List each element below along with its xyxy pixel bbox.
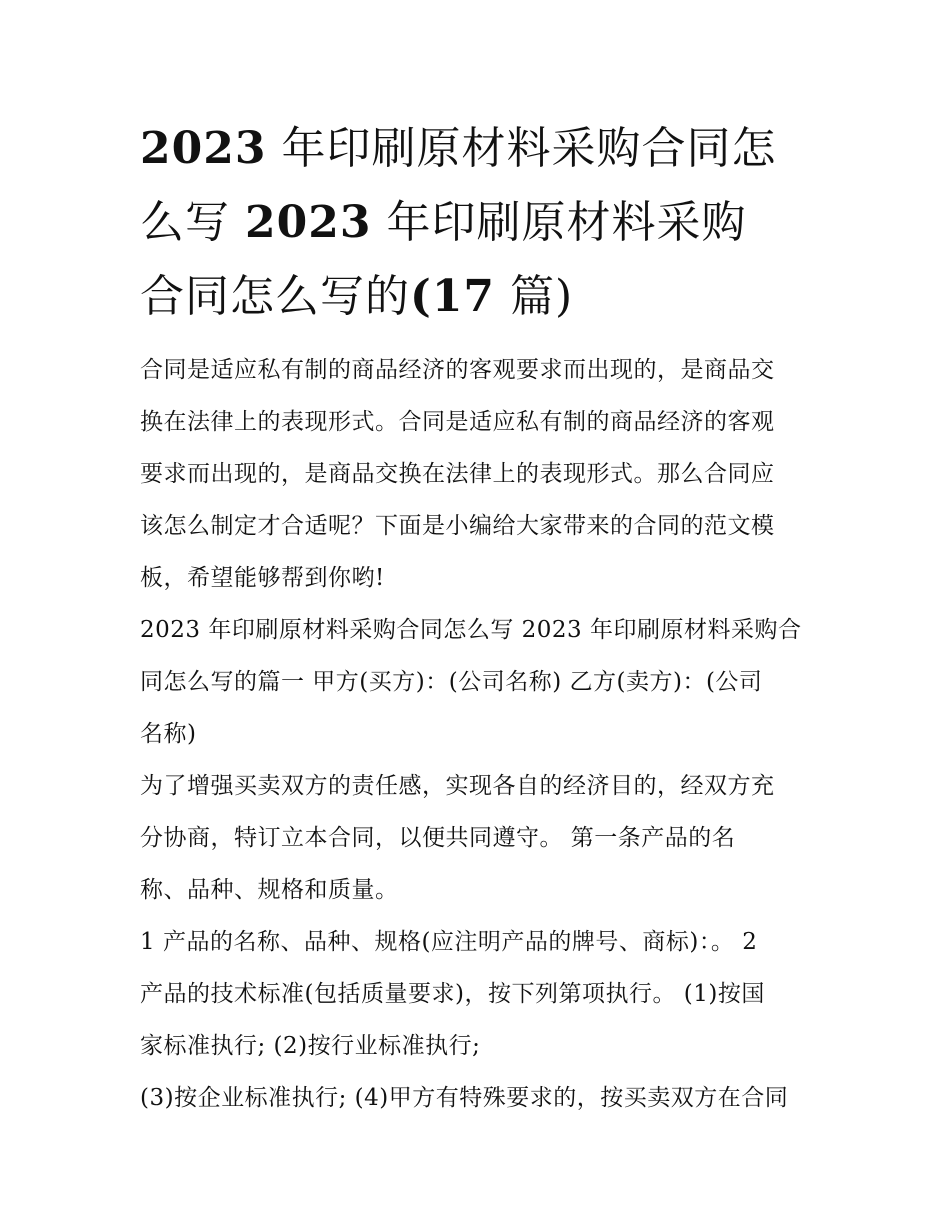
title-line-3 <box>140 260 820 334</box>
document-title <box>140 112 820 334</box>
title-text: 么写 <box>140 197 230 248</box>
text-line: 为了增强买卖双方的责任感，实现各自的经济目的，经双方充 <box>140 773 775 799</box>
text-line: 该怎么制定才合适呢？下面是小编给大家带来的合同的范文模 <box>140 513 775 539</box>
text-line: 同怎么写的篇一 甲方(买方)：(公司名称) 乙方(卖方)：(公司 <box>140 669 763 695</box>
text-line: 2023 年印刷原材料采购合同怎么写 2023 年印刷原材料采购合 <box>140 617 802 643</box>
paragraph-standards <box>140 1072 820 1124</box>
document-page <box>140 112 820 1124</box>
text-line: (3)按企业标准执行; (4)甲方有特殊要求的，按买卖双方在合同 <box>140 1085 789 1111</box>
title-text: 年印刷原材料采购 <box>386 197 747 248</box>
title-text: 合同怎么写的 <box>140 271 410 322</box>
title-text: 年印刷原材料采购合同怎 <box>281 123 777 174</box>
title-text: 篇) <box>510 271 574 322</box>
text-line: 家标准执行; (2)按行业标准执行; <box>140 1033 481 1059</box>
text-line: 合同是适应私有制的商品经济的客观要求而出现的，是商品交 <box>140 357 775 383</box>
title-year: 2023 <box>140 123 267 174</box>
text-line: 1 产品的名称、品种、规格(应注明产品的牌号、商标)：。 2 <box>140 929 758 955</box>
title-count: (17 <box>410 271 496 322</box>
text-line: 称、品种、规格和质量。 <box>140 877 399 903</box>
paragraph-parties <box>140 604 820 760</box>
text-line: 板，希望能够帮到你哟! <box>140 565 385 591</box>
text-line: 产品的技术标准(包括质量要求)，按下列第项执行。 (1)按国 <box>140 981 765 1007</box>
document-body <box>140 344 820 1124</box>
paragraph-purpose <box>140 760 820 916</box>
text-line: 名称) <box>140 721 197 747</box>
title-year: 2023 <box>245 197 372 248</box>
title-line-1 <box>140 112 820 186</box>
paragraph-product-spec <box>140 916 820 1072</box>
text-line: 要求而出现的，是商品交换在法律上的表现形式。那么合同应 <box>140 461 775 487</box>
title-line-2 <box>140 186 820 260</box>
text-line: 分协商，特订立本合同，以便共同遵守。 第一条产品的名 <box>140 825 736 851</box>
text-line: 换在法律上的表现形式。合同是适应私有制的商品经济的客观 <box>140 409 775 435</box>
paragraph-intro <box>140 344 820 604</box>
